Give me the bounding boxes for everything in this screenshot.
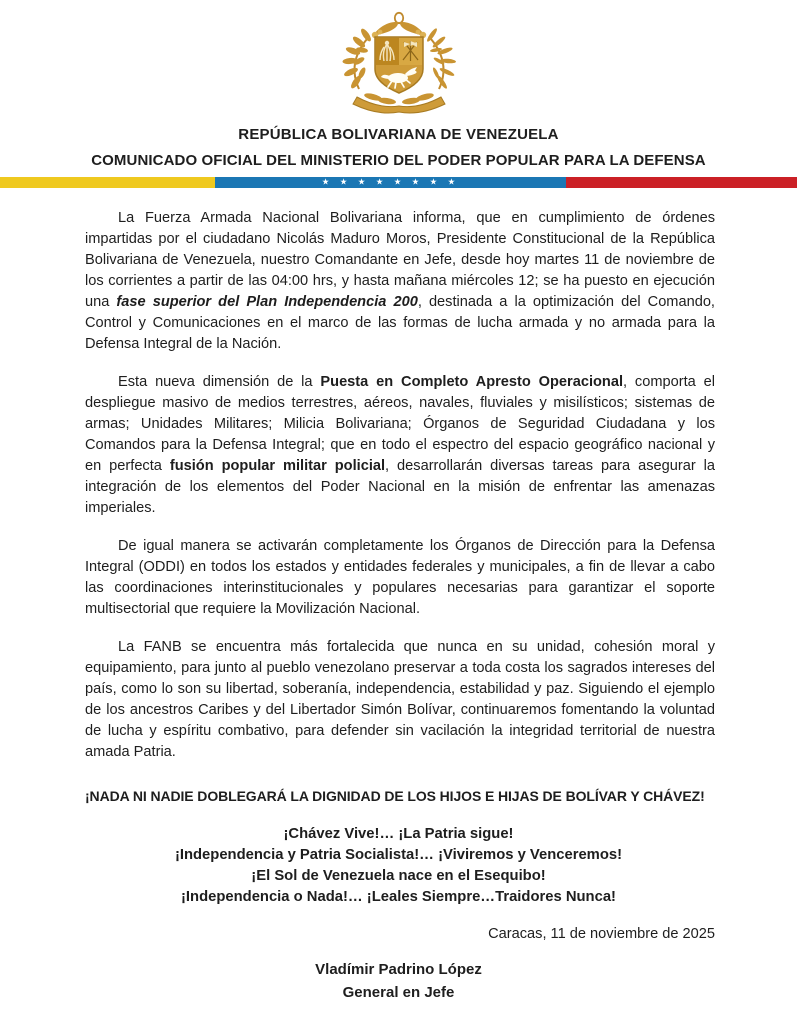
flag-bar [0,177,797,188]
paragraph [85,372,715,519]
flag-yellow-stripe [0,177,215,188]
slogan-line: ¡El Sol de Venezuela nace en el Esequibo! [251,868,546,884]
signature-name: Vladímir Padrino López [315,961,482,978]
paragraph-segment: , destinada a la optimización del Comando, Control y Comunicaciones en el marco de las formas de lucha armada y no armada para la Defensa Integral de la Nación. [85,294,715,352]
paragraph-segment: La Fuerza Armada Nacional Bolivariana informa, que en cumplimiento de órdenes impartidas por el ciudadano Nicolás Maduro Moros, Presidente Constitucional de la República Bolivariana de Venezuela, nuestro Comandante en Jefe, desde hoy martes 11 de noviembre de los corrientes a partir de las 04:00 hrs, y hasta mañana miércoles 12; se ha puesto en ejecución una [85,210,715,310]
slogan-line: ¡Chávez Vive!… ¡La Patria sigue! [283,826,514,842]
paragraph-segment: La FANB se encuentra más fortalecida que nunca en su unidad, cohesión moral y equipamiento, para junto al pueblo venezolano preservar a toda costa los sagrados intereses del país, como lo son su libertad, soberanía, independencia, estabilidad y paz. Siguiendo el ejemplo de los ancestros Caribes y del Libertador Simón Bolívar, continuaremos fomentando la voluntad de lucha y espíritu combativo, para defender sin vacilación la integridad territorial de nuestra amada Patria. [85,639,715,760]
paragraph-segment: , comporta el despliegue masivo de medios terrestres, aéreos, navales, fluviales y misilísticos; sistemas de armas; Unidades Militares; Milicia Bolivariana; Órganos de Seguridad Ciudadana y los Comandos para la Defensa Integral; que en todo el espectro del espacio geográfico nacional y en perfecta [85,374,715,474]
slogan-line: ¡Independencia y Patria Socialista!… ¡Viviremos y Venceremos! [174,847,623,863]
flag-blue-stripe [215,177,566,188]
venezuela-coat-of-arms-icon [335,11,463,117]
flag-red-stripe [566,177,797,188]
signature-block [0,958,797,1004]
paragraph-segment: , desarrollarán diversas tareas para asegurar la integración de los elementos del Poder Nacional en la misión de enfrentar las amenazas imperiales. [85,458,715,516]
paragraph-segment: fusión popular militar policial [169,458,386,474]
slogan-line: ¡Independencia o Nada!… ¡Leales Siempre…Traidores Nunca! [181,889,616,905]
paragraph-segment: fase superior del Plan Independencia 200 [116,294,418,310]
paragraph-segment: De igual manera se activarán completamente los Órganos de Dirección para la Defensa Integral (ODDI) en todos los estados y entidades federales y municipales, a fin de llevar a cabo las coordinaciones interinstitucionales y populares necesarias para garantizar el soporte multisectorial que requiere la Movilización Nacional. [85,538,715,617]
slogans [0,824,797,908]
paragraph-segment: Puesta en Completo Apresto Operacional [320,374,624,390]
paragraph [85,208,715,355]
flag-stars: ★ ★ ★ ★ ★ ★ ★ ★ [321,176,460,187]
communique-subtitle: COMUNICADO OFICIAL DEL MINISTERIO DEL PODER POPULAR PARA LA DEFENSA [91,152,706,169]
paragraph [85,637,715,763]
body-paragraphs [0,188,797,763]
paragraph-segment: Esta nueva dimensión de la [118,374,321,390]
paragraph [85,536,715,620]
declaration-line: ¡NADA NI NADIE DOBLEGARÁ LA DIGNIDAD DE LOS HIJOS E HIJAS DE BOLÍVAR Y CHÁVEZ! [85,788,705,804]
emblem-container [0,0,797,117]
dateline: Caracas, 11 de noviembre de 2025 [488,926,715,942]
republic-title: REPÚBLICA BOLIVARIANA DE VENEZUELA [238,126,559,143]
signature-rank: General en Jefe [342,984,455,1001]
